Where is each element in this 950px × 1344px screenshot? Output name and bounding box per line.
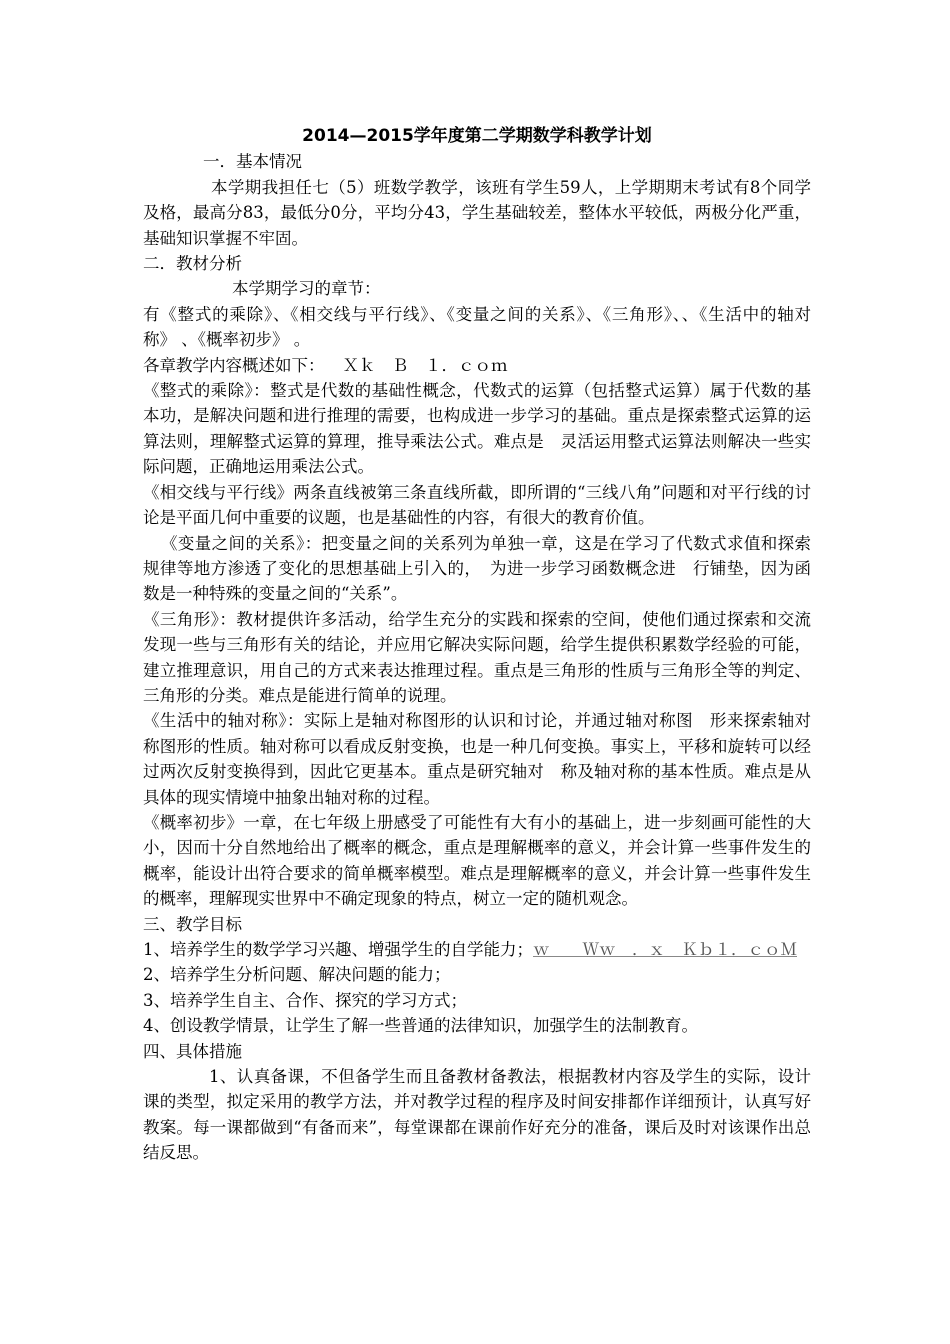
document-body bbox=[143, 124, 811, 1166]
chapter-polynomials: 《整式的乘除》：整式是代数的基础性概念，代数式的运算（包括整式运算）属于代数的基本功，是解决问题和进行推理的需要，也构成进一步学习的基础。重点是探索整式运算的运算法则，理解整式运算的算理，推导乘法公式。难点是 灵活运用整式运算法则解决一些实际问题，正确地运用乘法公式。 bbox=[143, 381, 811, 477]
section-heading-textbook: 二．教材分析 bbox=[143, 254, 242, 274]
document-title: 2014—2015学年度第二学期数学科教学计划 bbox=[302, 126, 652, 146]
goal-1-text: 1、培养学生的数学学习兴趣、增强学生的自学能力； bbox=[143, 940, 533, 959]
goal-4: 4、创设教学情景，让学生了解一些普通的法律知识，加强学生的法制教育。 bbox=[143, 1016, 698, 1036]
section-heading-measures: 四、具体措施 bbox=[143, 1041, 242, 1061]
chapter-parallel-lines: 《相交线与平行线》两条直线被第三条直线所截，即所谓的“三线八角”问题和对平行线的讨论是平面几何中重要的议题，也是基础性的内容，有很大的教育价值。 bbox=[143, 482, 811, 528]
chapters-intro: 本学期学习的章节： bbox=[232, 279, 381, 299]
watermark-link[interactable]: ｗ Ｗｗ ．ｘ Ｋｂ１．ｃｏＭ bbox=[533, 940, 797, 959]
goal-2: 2、培养学生分析问题、解决问题的能力； bbox=[143, 965, 451, 985]
chapter-triangles: 《三角形》：教材提供许多活动，给学生充分的实践和探索的空间，使他们通过探索和交流发现一些与三角形有关的结论，并应用它解决实际问题，给学生提供积累数学经验的可能，建立推理意识，用自己的方式来表达推理过程。重点是三角形的性质与三角形全等的判定、三角形的分类。难点是能进行简单的说理。 bbox=[143, 609, 811, 705]
section-heading-goals: 三、教学目标 bbox=[143, 914, 242, 934]
overview-label: 各章教学内容概述如下： bbox=[143, 355, 325, 375]
basic-situation-paragraph: 本学期我担任七（5）班数学教学，该班有学生59人，上学期期末考试有8个同学及格，最高分83，最低分0分，平均分43，学生基础较差，整体水平较低，两极分化严重，基础知识掌握不牢固。 bbox=[143, 177, 811, 248]
goal-3: 3、培养学生自主、合作、探究的学习方式； bbox=[143, 990, 467, 1010]
overview-line bbox=[143, 353, 811, 378]
chapter-variables: 《变量之间的关系》：把变量之间的关系列为单独一章，这是在学习了代数式求值和探索规律等地方渗透了变化的思想基础上引入的， 为进一步学习函数概念进 行铺垫，因为函数是一种特殊的变量之间的“关系”。 bbox=[143, 533, 811, 604]
chapters-list: 有《整式的乘除》、《相交线与平行线》、《变量之间的关系》、《三角形》、、《生活中的轴对称》 、《概率初步》 。 bbox=[143, 304, 811, 350]
section-heading-basic: 一．基本情况 bbox=[203, 152, 302, 172]
chapter-probability: 《概率初步》一章，在七年级上册感受了可能性有大有小的基础上，进一步刻画可能性的大小，因而十分自然地给出了概率的概念，重点是理解概率的意义，并会计算一些事件发生的概率，能设计出符合要求的简单概率模型。难点是理解概率的意义，并会计算一些事件发生的概率，理解现实世界中不确定现象的特点，树立一定的随机观念。 bbox=[143, 812, 811, 909]
chapter-symmetry: 《生活中的轴对称》：实际上是轴对称图形的认识和讨论，并通过轴对称图 形来探索轴对称图形的性质。轴对称可以看成反射变换，也是一种几何变换。事实上，平移和旋转可以经过两次反射变换得到，因此它更基本。重点是研究轴对 称及轴对称的基本性质。难点是从具体的现实情境中抽象出轴对称的过程。 bbox=[143, 711, 811, 807]
measure-1: 1、认真备课，不但备学生而且备教材备教法，根据教材内容及学生的实际，设计课的类型，拟定采用的教学方法，并对教学过程的程序及时间安排都作详细预计，认真写好教案。每一课都做到“有备而来”，每堂课都在课前作好充分的准备，课后及时对该课作出总结反思。 bbox=[143, 1067, 811, 1163]
watermark-text: Ｘｋ Ｂ １．ｃｏｍ bbox=[342, 355, 508, 375]
goal-1 bbox=[143, 937, 811, 962]
